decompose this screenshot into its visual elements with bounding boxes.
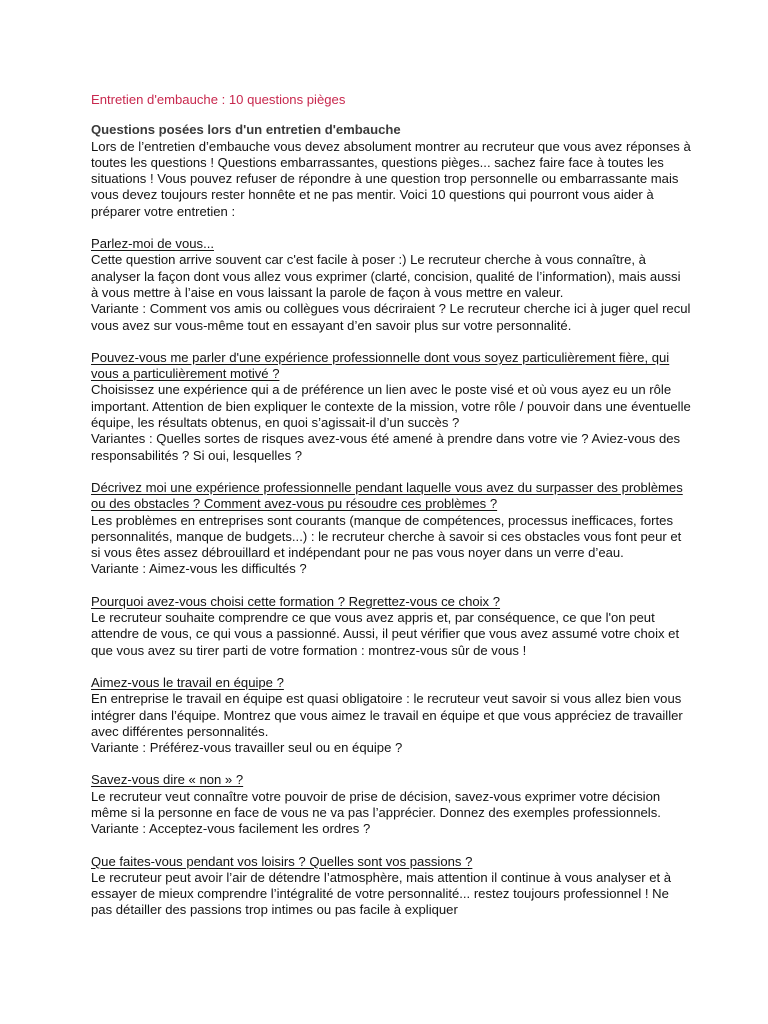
section-5	[91, 675, 691, 756]
answer-text: Cette question arrive souvent car c'est facile à poser :) Le recruteur cherche à vous connaître, à analyser la façon dont vous allez vous exprimer (clarté, concision, qualité de l’information), mais aussi à vous mettre à l’aise en vous laissant la parole de façon à vous mettre en valeur.	[91, 252, 681, 300]
question-heading: Décrivez moi une expérience professionnelle pendant laquelle vous avez du surpasser des problèmes ou des obstacles ? Comment avez-vous pu résoudre ces problèmes ?	[91, 479, 683, 512]
answer-text: Les problèmes en entreprises sont courants (manque de compétences, processus inefficaces, fortes personnalités, manque de budgets...) : le recruteur cherche à savoir si ces obstacles vous font peur et si vous êtes assez débrouillard et indépendant pour ne pas vous noyer dans un verre d’eau.	[91, 512, 682, 561]
document-page	[91, 92, 691, 935]
question-heading: Pourquoi avez-vous choisi cette formation ? Regrettez-vous ce choix ?	[91, 593, 501, 609]
intro-block	[91, 122, 691, 220]
answer-text: Choisissez une expérience qui a de préférence un lien avec le poste visé et où vous ayez eu un rôle important. Attention de bien expliquer le contexte de la mission, votre rôle / pouvoir dans une éventuelle équipe, les résultats obtenus, en quoi s’agissait-il d’un succès ?	[91, 382, 691, 431]
answer-text: En entreprise le travail en équipe est quasi obligatoire : le recruteur veut savoir si vous allez bien vous intégrer dans l’équipe. Montrez que vous aimez le travail en équipe et que vous appréciez de travailler avec différentes personnalités.	[91, 691, 683, 739]
intro-heading: Questions posées lors d'un entretien d'embauche	[91, 122, 401, 138]
answer-text: Le recruteur souhaite comprendre ce que vous avez appris et, par conséquence, ce que l'on peut attendre de vous, ce qui vous a passionné. Aussi, il peut vérifier que vous avez assumé votre choix et que vous avez su tirer parti de votre formation : montrez-vous sûr de vous !	[91, 610, 680, 658]
section-1	[91, 236, 691, 334]
answer-text: Le recruteur peut avoir l’air de détendre l’atmosphère, mais attention il continue à vous analyser et à essayer de mieux comprendre l’intégralité de votre personnalité... restez toujours professionnel ! Ne pas détailler des passions trop intimes ou pas facile à expliquer	[91, 869, 672, 918]
question-heading: Savez-vous dire « non » ?	[91, 772, 244, 788]
question-heading: Aimez-vous le travail en équipe ?	[91, 674, 284, 690]
section-3	[91, 480, 691, 578]
variant-text: Variante : Comment vos amis ou collègues vous décriraient ? Le recruteur cherche ici à juger quel recul vous avez sur vous-même tout en essayant d’en savoir plus sur votre personnalité.	[91, 301, 691, 333]
section-6	[91, 772, 691, 837]
variant-text: Variante : Acceptez-vous facilement les ordres ?	[91, 821, 371, 837]
question-heading: Que faites-vous pendant vos loisirs ? Quelles sont vos passions ?	[91, 853, 473, 869]
question-heading: Pouvez-vous me parler d'une expérience professionnelle dont vous soyez particulièrement fière, qui vous a particulièrement motivé ?	[91, 349, 670, 382]
section-2	[91, 350, 691, 464]
section-4	[91, 594, 691, 659]
section-7	[91, 854, 691, 919]
document-title: Entretien d'embauche : 10 questions pièges	[91, 92, 346, 107]
answer-text: Le recruteur veut connaître votre pouvoir de prise de décision, savez-vous exprimer votre décision même si la personne en face de vous ne va pas l’apprécier. Donnez des exemples professionnels.	[91, 788, 661, 820]
variant-text: Variantes : Quelles sortes de risques avez-vous été amené à prendre dans votre vie ? Aviez-vous des responsabilités ? Si oui, lesquelles ?	[91, 431, 681, 463]
question-heading: Parlez-moi de vous...	[91, 236, 214, 252]
variant-text: Variante : Aimez-vous les difficultés ?	[91, 561, 307, 577]
variant-text: Variante : Préférez-vous travailler seul ou en équipe ?	[91, 740, 403, 756]
intro-text: Lors de l’entretien d’embauche vous devez absolument montrer au recruteur que vous avez réponses à toutes les questions ! Questions embarrassantes, questions pièges... sachez faire face à toutes les situations ! Vous pouvez refuser de répondre à une question trop personnelle ou embarrassante mais vous devez toujours rester honnête et ne pas mentir. Voici 10 questions qui pourront vous aider à préparer votre entretien :	[91, 138, 691, 219]
